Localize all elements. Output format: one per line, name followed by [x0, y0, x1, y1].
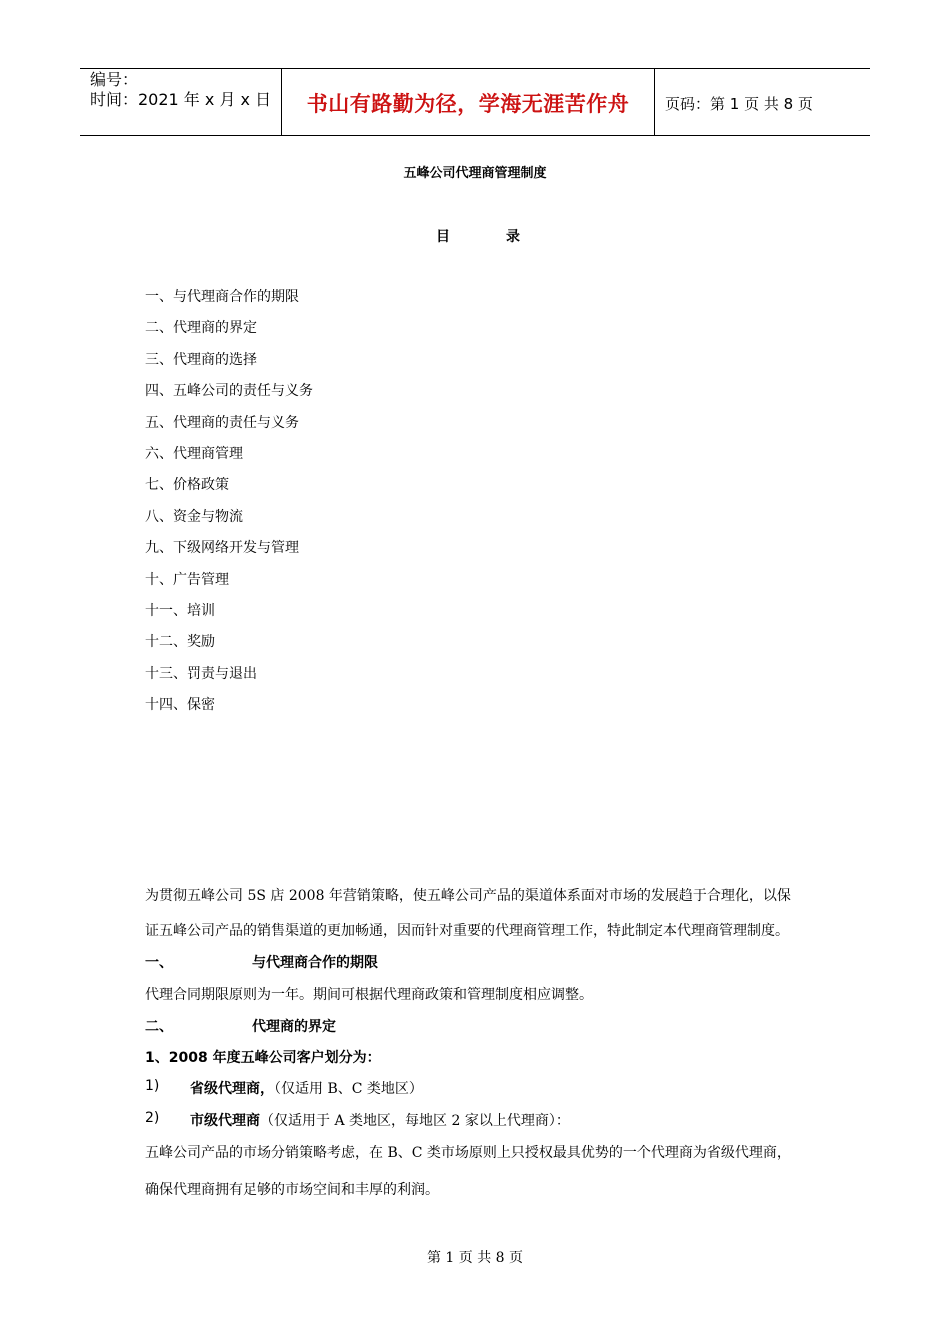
- section-2-heading: 代理商的界定: [252, 1019, 336, 1035]
- toc-item: 四、五峰公司的责任与义务: [145, 383, 313, 400]
- section-1-heading: 与代理商合作的期限: [252, 955, 378, 971]
- header-bottom-border: [80, 135, 870, 136]
- section-1-number: 一、: [145, 955, 173, 971]
- toc-item: 十四、保密: [145, 697, 215, 714]
- list-item-2-term: 市级代理商: [190, 1113, 260, 1129]
- toc-item: 五、代理商的责任与义务: [145, 414, 299, 431]
- toc-item: 十、广告管理: [145, 571, 229, 588]
- toc-item: 九、下级网络开发与管理: [145, 540, 299, 557]
- toc-item: 二、代理商的界定: [145, 320, 257, 337]
- page-footer: 第 1 页 共 8 页: [426, 1250, 524, 1266]
- toc-item: 七、价格政策: [145, 477, 229, 494]
- list-item-2-note: （仅适用于 A 类地区，每地区 2 家以上代理商）：: [260, 1113, 570, 1129]
- intro-line-2: 证五峰公司产品的销售渠道的更加畅通，因而针对重要的代理商管理工作，特此制定本代理商管理制度。: [145, 923, 789, 939]
- toc-title: 目录: [436, 229, 576, 245]
- header-top-border: [80, 68, 870, 69]
- section-1-text: 代理合同期限原则为一年。期间可根据代理商政策和管理制度相应调整。: [145, 987, 593, 1003]
- table-of-contents: [145, 286, 313, 725]
- header-divider-right: [654, 68, 655, 136]
- toc-item: 三、代理商的选择: [145, 351, 257, 368]
- list-item-1-number: 1): [145, 1078, 160, 1094]
- toc-item: 十一、培训: [145, 602, 215, 619]
- header-meta: [90, 70, 271, 110]
- toc-item: 十三、罚责与退出: [145, 665, 257, 682]
- list-item-1-note: （仅适用 B、C 类地区）: [274, 1081, 423, 1097]
- toc-item: 一、与代理商合作的期限: [145, 289, 299, 305]
- toc-item: 八、资金与物流: [145, 508, 243, 525]
- document-title: 五峰公司代理商管理制度: [403, 166, 547, 181]
- number-label: 编号：: [90, 70, 139, 89]
- list-item-1: [190, 1078, 423, 1098]
- list-item-2: [190, 1110, 570, 1130]
- subsection-1-heading: 1、2008 年度五峰公司客户划分为：: [145, 1050, 381, 1066]
- header-motto: 书山有路勤为径，学海无涯苦作舟: [306, 92, 630, 116]
- time-label: 时间：2021 年 x 月 x 日: [90, 90, 272, 109]
- list-item-1-term: 省级代理商，: [190, 1081, 274, 1097]
- header-page-info: 页码：第 1 页 共 8 页: [665, 95, 813, 113]
- toc-item: 十二、奖励: [145, 634, 215, 651]
- paragraph-line-1: 五峰公司产品的市场分销策略考虑，在 B、C 类市场原则上只授权最具优势的一个代理商为省级代理商，: [145, 1145, 791, 1161]
- list-item-2-number: 2): [145, 1110, 160, 1126]
- toc-item: 六、代理商管理: [145, 445, 243, 462]
- section-2-number: 二、: [145, 1019, 173, 1035]
- intro-line-1: 为贯彻五峰公司 5S 店 2008 年营销策略，使五峰公司产品的渠道体系面对市场的发展趋于合理化，以保: [145, 888, 791, 904]
- paragraph-line-2: 确保代理商拥有足够的市场空间和丰厚的利润。: [145, 1182, 439, 1198]
